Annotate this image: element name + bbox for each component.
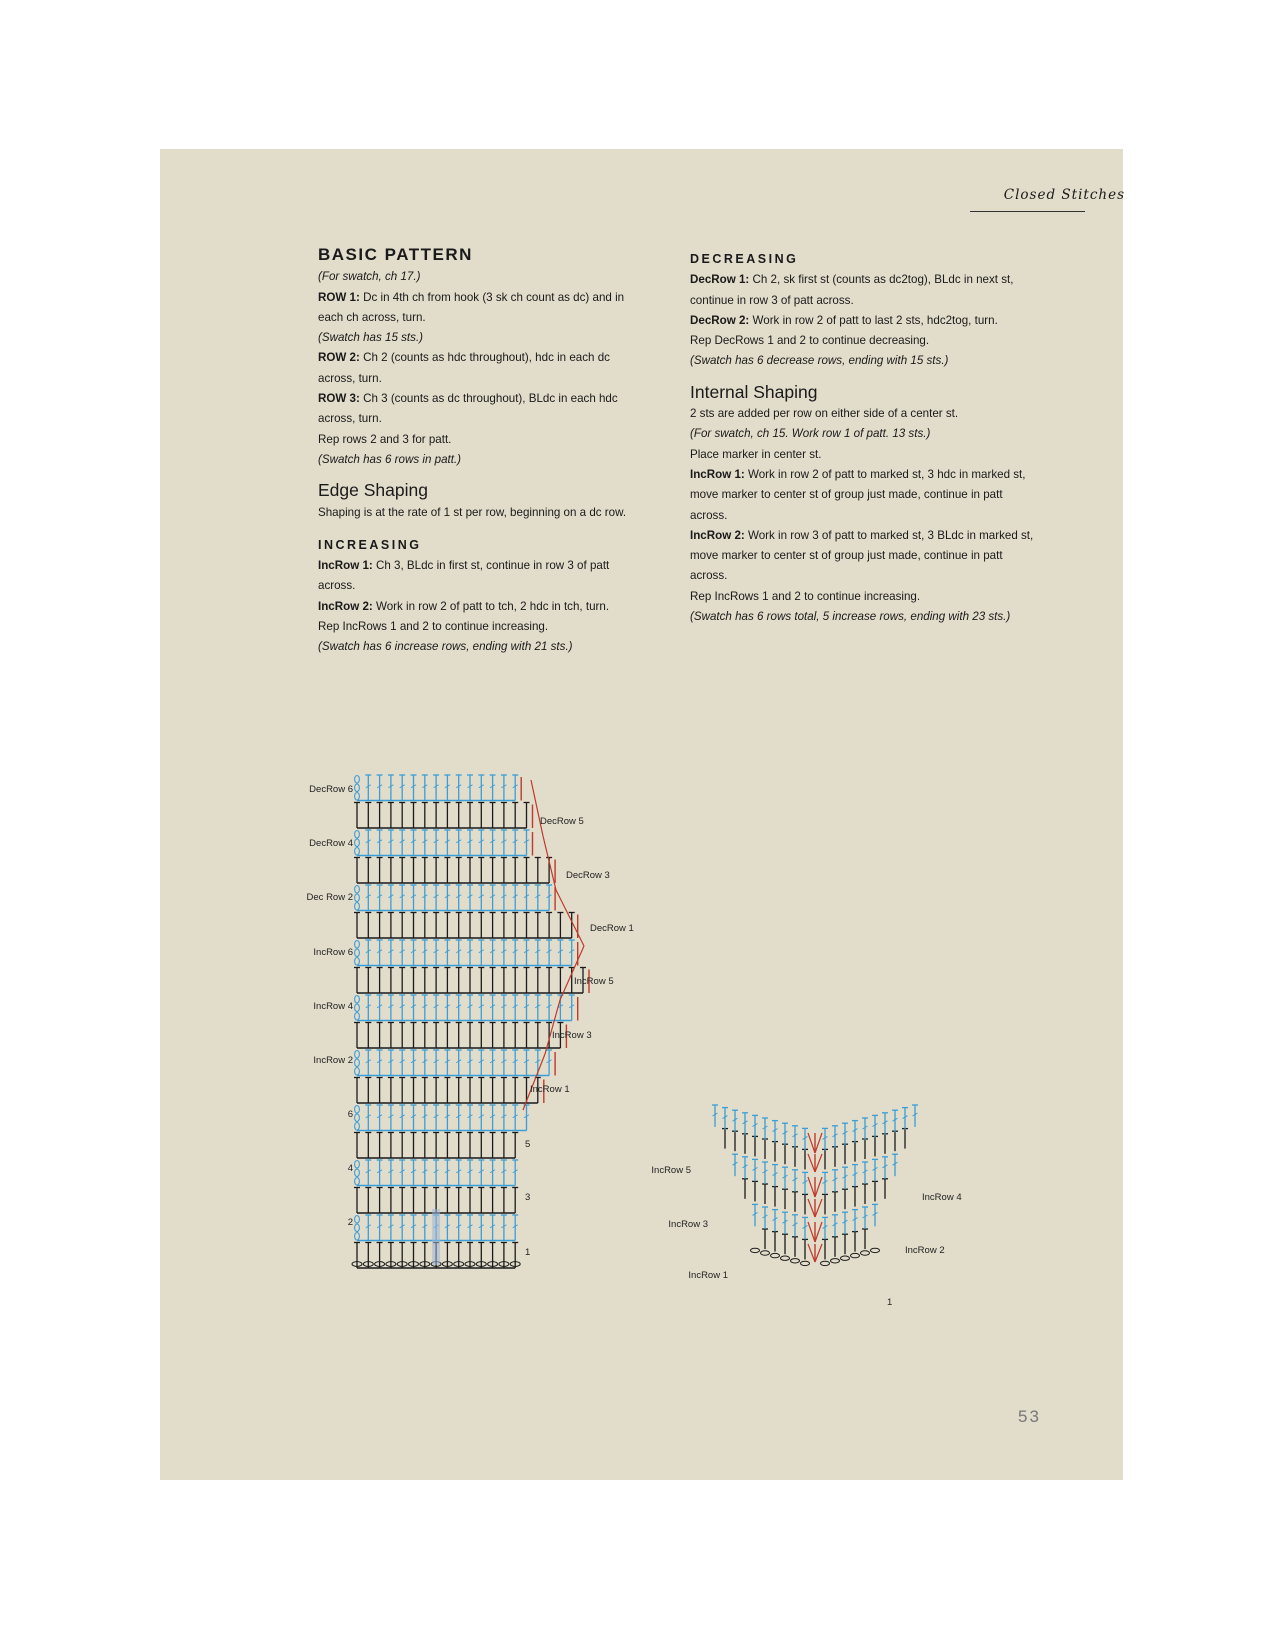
row-2: ROW 2: Ch 2 (counts as hdc throughout), hdc in each dc across, turn. — [318, 351, 610, 385]
foundation-chain — [871, 1248, 880, 1252]
chart2-right-label: 1 — [887, 1297, 893, 1308]
center-increase — [808, 1177, 815, 1197]
internal-shaping-text: 2 sts are added per row on either side of a center st. — [690, 407, 959, 421]
chart2-right-label: IncRow 2 — [905, 1245, 945, 1256]
swatch-note: (For swatch, ch 15. Work row 1 of patt. 13 sts.) — [690, 427, 931, 441]
chart1-right-label: IncRow 1 — [530, 1084, 570, 1095]
foundation-chain — [751, 1248, 760, 1252]
chart1-right-label: IncRow 3 — [552, 1030, 592, 1041]
foundation-chain — [851, 1253, 860, 1257]
chart1-right-label: 1 — [525, 1247, 531, 1258]
foundation-chain — [781, 1256, 790, 1260]
foundation-chain — [771, 1253, 780, 1257]
center-increase — [808, 1154, 815, 1172]
foundation-chain — [831, 1259, 840, 1263]
center-increase — [815, 1244, 822, 1262]
swatch-note: (Swatch has 15 sts.) — [318, 331, 424, 345]
foundation-chain — [791, 1259, 800, 1263]
swatch-note: (Swatch has 6 increase rows, ending with 21 sts.) — [318, 640, 573, 654]
swatch-note: (Swatch has 6 rows total, 5 increase rows, ending with 23 sts.) — [690, 610, 1011, 624]
chart1-left-label: DecRow 6 — [309, 784, 353, 795]
swatch-note: (For swatch, ch 17.) — [318, 270, 421, 284]
foundation-chain — [821, 1261, 830, 1265]
foundation-chain — [801, 1261, 810, 1265]
basic-pattern-title: BASIC PATTERN — [318, 245, 473, 264]
foundation-chain — [761, 1251, 770, 1255]
repeat-note: Rep DecRows 1 and 2 to continue decreasing. — [690, 334, 930, 348]
int-inc-row-2: IncRow 2: Work in row 3 of patt to marked st, 3 BLdc in marked st, move marker to center st of group just made, continue in patt across. — [690, 528, 1034, 583]
repeat-note: Rep rows 2 and 3 for patt. — [318, 432, 452, 446]
chart1-right-label: DecRow 1 — [590, 923, 634, 934]
edge-shaping-title: Edge Shaping — [318, 480, 428, 501]
chart1-right-label: DecRow 3 — [566, 870, 610, 881]
center-increase — [815, 1154, 822, 1172]
chart1-left-label: IncRow 6 — [313, 947, 353, 958]
chart1-left-label: 2 — [347, 1217, 353, 1228]
chart1-right-label: 5 — [525, 1139, 531, 1150]
center-increase — [808, 1133, 815, 1153]
chart1-left-label: 4 — [347, 1163, 353, 1174]
center-increase — [815, 1177, 822, 1197]
edge-shaping-text: Shaping is at the rate of 1 st per row, beginning on a dc row. — [318, 505, 627, 519]
swatch-note: (Swatch has 6 rows in patt.) — [318, 452, 462, 466]
chart1-right-label: DecRow 5 — [540, 816, 584, 827]
dec-row-1: DecRow 1: Ch 2, sk first st (counts as dc2tog), BLdc in next st, continue in row 3 of patt across. — [690, 273, 1014, 307]
increasing-title: INCREASING — [318, 537, 422, 552]
chart2-left-label: IncRow 3 — [668, 1219, 708, 1230]
chart2-left-label: IncRow 1 — [688, 1270, 728, 1281]
chart2-right-label: IncRow 4 — [922, 1192, 962, 1203]
page-number: 53 — [1018, 1407, 1041, 1426]
center-increase — [808, 1244, 815, 1262]
dec-row-2: DecRow 2: Work in row 2 of patt to last 2 sts, hdc2tog, turn. — [690, 313, 998, 327]
swatch-note: (Swatch has 6 decrease rows, ending with 15 sts.) — [690, 354, 949, 368]
chart1-right-label: 3 — [525, 1192, 531, 1203]
decreasing-title: DECREASING — [690, 252, 799, 266]
center-increase — [815, 1222, 822, 1242]
chart1-left-label: IncRow 4 — [313, 1001, 353, 1012]
center-increase — [808, 1199, 815, 1217]
inc-row-2: IncRow 2: Work in row 2 of patt to tch, 2 hdc in tch, turn. — [318, 599, 610, 613]
foundation-chain — [841, 1256, 850, 1260]
row-1: ROW 1: Dc in 4th ch from hook (3 sk ch count as dc) and in each ch across, turn. — [318, 290, 625, 324]
center-increase — [815, 1199, 822, 1217]
chart1-left-label: DecRow 4 — [309, 838, 353, 849]
int-inc-row-1: IncRow 1: Work in row 2 of patt to marked st, 3 hdc in marked st, move marker to center st of group just made, continue in patt across. — [690, 467, 1026, 522]
repeat-note: Rep IncRows 1 and 2 to continue increasing. — [318, 620, 549, 634]
inc-row-1: IncRow 1: Ch 3, BLdc in first st, continue in row 3 of patt across. — [318, 559, 610, 593]
chart1-left-label: Dec Row 2 — [306, 892, 353, 903]
place-marker-note: Place marker in center st. — [690, 447, 822, 461]
chart1-left-label: IncRow 2 — [313, 1055, 353, 1066]
chart2-left-label: IncRow 5 — [651, 1165, 691, 1176]
chart1-right-label: IncRow 5 — [574, 976, 614, 987]
center-increase — [808, 1222, 815, 1242]
internal-shaping-chart — [160, 149, 1123, 1480]
row-3: ROW 3: Ch 3 (counts as dc throughout), BLdc in each hdc across, turn. — [318, 392, 618, 426]
center-increase — [815, 1133, 822, 1153]
section-header: Closed Stitches — [1003, 187, 1125, 203]
repeat-note: Rep IncRows 1 and 2 to continue increasing. — [690, 589, 921, 603]
chart1-left-label: 6 — [347, 1109, 353, 1120]
internal-shaping-title: Internal Shaping — [690, 381, 818, 402]
foundation-chain — [861, 1251, 870, 1255]
page — [160, 149, 1123, 1480]
